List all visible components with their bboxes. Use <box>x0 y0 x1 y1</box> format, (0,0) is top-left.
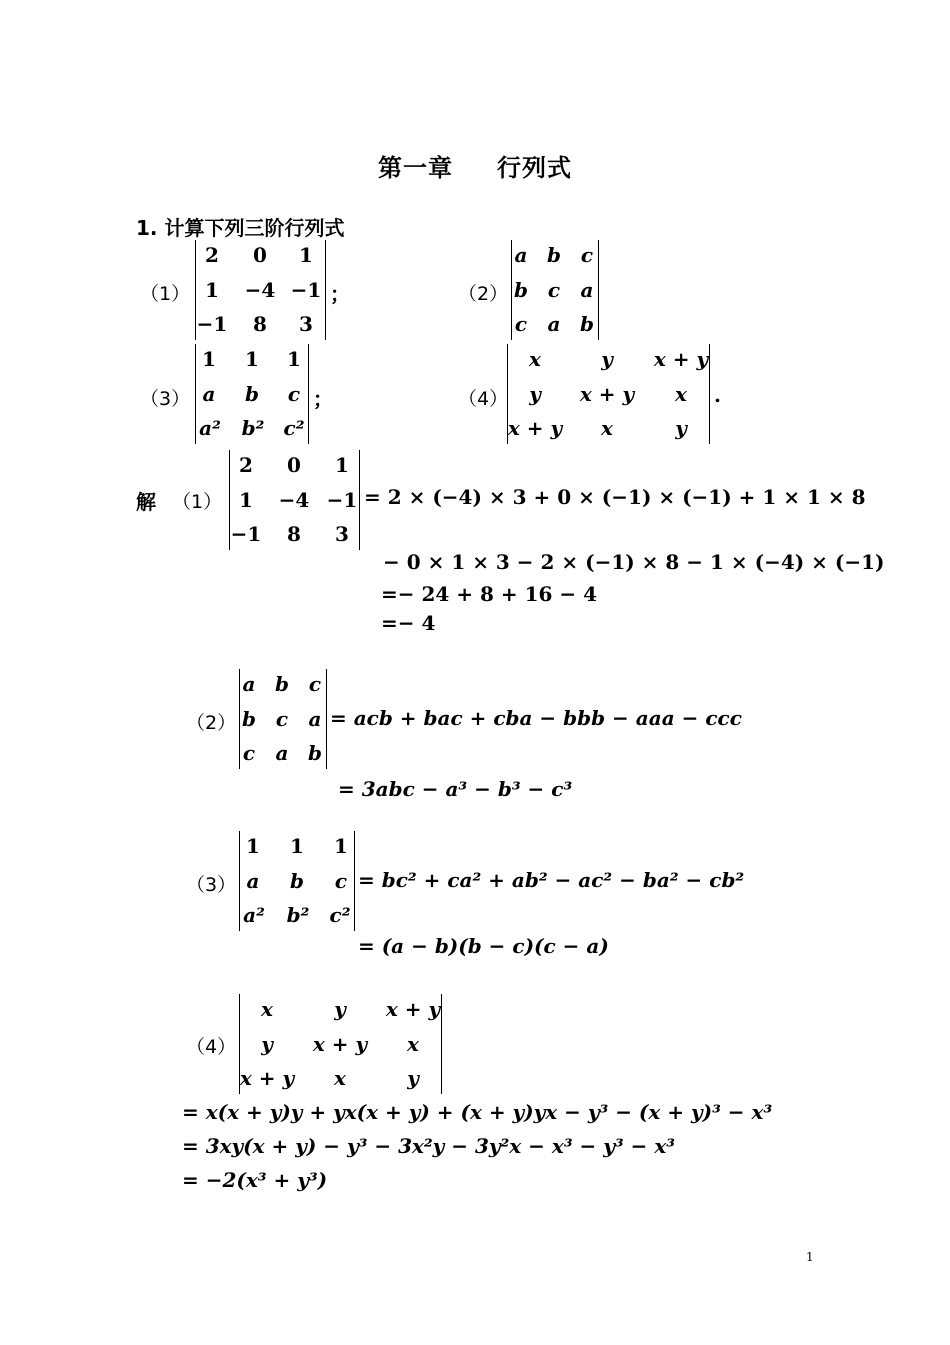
det-entry: c² <box>329 903 351 927</box>
solution-3-line-2: = (a − b)(b − c)(c − a) <box>358 934 609 958</box>
det-entry: x <box>261 997 273 1021</box>
det-entry: c <box>308 672 322 696</box>
solution-1-label: （1） <box>172 491 223 513</box>
det-entry: x + y <box>312 1032 368 1056</box>
det-entry: a <box>246 869 260 893</box>
det-entry: a² <box>243 903 265 927</box>
solution-1-line-4: =− 4 <box>381 611 436 635</box>
det-entry: c <box>287 382 301 406</box>
solution-2-label: （2） <box>186 712 237 734</box>
det-entry: c <box>514 312 528 336</box>
det-entry: c <box>580 243 594 267</box>
solution-4-determinant <box>239 994 442 1094</box>
semicolon: ； <box>330 282 350 306</box>
problem-3-determinant <box>195 344 309 444</box>
det-entry: −1 <box>196 312 228 336</box>
problem-4-label: （4） <box>458 388 509 410</box>
det-entry: 8 <box>253 312 267 336</box>
det-entry: −1 <box>230 522 262 546</box>
problem-3-label: （3） <box>140 388 191 410</box>
det-entry: x <box>407 1032 419 1056</box>
det-entry: b <box>242 707 256 731</box>
det-entry: c <box>242 741 256 765</box>
solution-2-line-1: = acb + bac + cba − bbb − aaa − ccc <box>330 706 742 730</box>
solution-4-line-1: = x(x + y)y + yx(x + y) + (x + y)yx − y³ − (x + y)³ − x³ <box>182 1100 773 1124</box>
det-entry: 1 <box>246 834 260 858</box>
det-entry: x + y <box>385 997 441 1021</box>
det-entry: 1 <box>202 347 216 371</box>
det-entry: c <box>275 707 289 731</box>
det-entry: 1 <box>290 834 304 858</box>
problem-4-determinant <box>507 344 710 444</box>
det-entry: b <box>308 741 322 765</box>
det-entry: 1 <box>245 347 259 371</box>
det-entry: 3 <box>299 312 313 336</box>
det-entry: a <box>580 278 594 302</box>
det-entry: a <box>275 741 289 765</box>
det-entry: c <box>334 869 348 893</box>
solution-2-line-2: = 3abc − a³ − b³ − c³ <box>338 777 573 801</box>
det-entry: x <box>334 1066 346 1090</box>
det-entry: b² <box>286 903 310 927</box>
det-entry: 1 <box>335 453 349 477</box>
det-entry: y <box>601 347 613 371</box>
det-entry: y <box>407 1066 419 1090</box>
det-entry: y <box>675 416 687 440</box>
det-entry: y <box>261 1032 273 1056</box>
det-entry: b <box>580 312 594 336</box>
det-entry: b <box>290 869 304 893</box>
det-entry: −4 <box>244 278 276 302</box>
det-entry: y <box>334 997 346 1021</box>
page-number: 1 <box>806 1250 814 1264</box>
det-entry: c² <box>283 416 305 440</box>
det-entry: −1 <box>326 488 358 512</box>
det-entry: 8 <box>287 522 301 546</box>
det-entry: 1 <box>287 347 301 371</box>
det-entry: 0 <box>287 453 301 477</box>
solution-4-label: （4） <box>186 1036 237 1058</box>
solution-4-line-3: = −2(x³ + y³) <box>182 1168 328 1192</box>
det-entry: a <box>202 382 216 406</box>
det-entry: a <box>242 672 256 696</box>
det-entry: x <box>601 416 613 440</box>
det-entry: −1 <box>290 278 322 302</box>
det-entry: b <box>514 278 528 302</box>
det-entry: a² <box>199 416 221 440</box>
det-entry: a <box>308 707 322 731</box>
problem-2-label: （2） <box>458 283 509 305</box>
det-entry: 1 <box>205 278 219 302</box>
det-entry: 3 <box>335 522 349 546</box>
solution-3-label: （3） <box>186 874 237 896</box>
period: . <box>714 383 721 407</box>
det-entry: b² <box>241 416 265 440</box>
det-entry: c <box>547 278 561 302</box>
det-entry: x <box>529 347 541 371</box>
chapter-name: 行列式 <box>497 153 572 182</box>
page-title <box>0 148 950 183</box>
question-text: 1. 计算下列三阶行列式 <box>136 216 345 240</box>
det-entry: x <box>675 382 687 406</box>
solution-label: 解 <box>136 490 156 514</box>
det-entry: x + y <box>507 416 563 440</box>
problem-1-label: （1） <box>140 283 191 305</box>
problem-1-determinant <box>195 240 326 340</box>
chapter-number: 第一章 <box>378 153 453 182</box>
det-entry: a <box>514 243 528 267</box>
det-entry: a <box>547 312 561 336</box>
problem-2-determinant <box>511 240 599 340</box>
solution-1-line-2: − 0 × 1 × 3 − 2 × (−1) × 8 − 1 × (−4) × (−1) <box>383 550 885 574</box>
solution-3-determinant <box>239 831 355 931</box>
det-entry: 2 <box>205 243 219 267</box>
det-entry: 2 <box>239 453 253 477</box>
det-entry: 1 <box>239 488 253 512</box>
det-entry: b <box>275 672 289 696</box>
det-entry: x + y <box>653 347 709 371</box>
solution-1-line-3: =− 24 + 8 + 16 − 4 <box>381 582 598 606</box>
det-entry: x + y <box>239 1066 295 1090</box>
solution-1-line-1: = 2 × (−4) × 3 + 0 × (−1) × (−1) + 1 × 1 × 8 <box>364 485 866 509</box>
solution-1-determinant <box>229 450 360 550</box>
det-entry: 1 <box>299 243 313 267</box>
solution-4-line-2: = 3xy(x + y) − y³ − 3x²y − 3y²x − x³ − y³ − x³ <box>182 1134 676 1158</box>
det-entry: −4 <box>278 488 310 512</box>
det-entry: b <box>245 382 259 406</box>
det-entry: y <box>529 382 541 406</box>
semicolon: ； <box>313 387 333 411</box>
det-entry: x + y <box>579 382 635 406</box>
det-entry: 1 <box>334 834 348 858</box>
solution-2-determinant <box>239 669 327 769</box>
det-entry: b <box>547 243 561 267</box>
det-entry: 0 <box>253 243 267 267</box>
solution-3-line-1: = bc² + ca² + ab² − ac² − ba² − cb² <box>358 868 745 892</box>
